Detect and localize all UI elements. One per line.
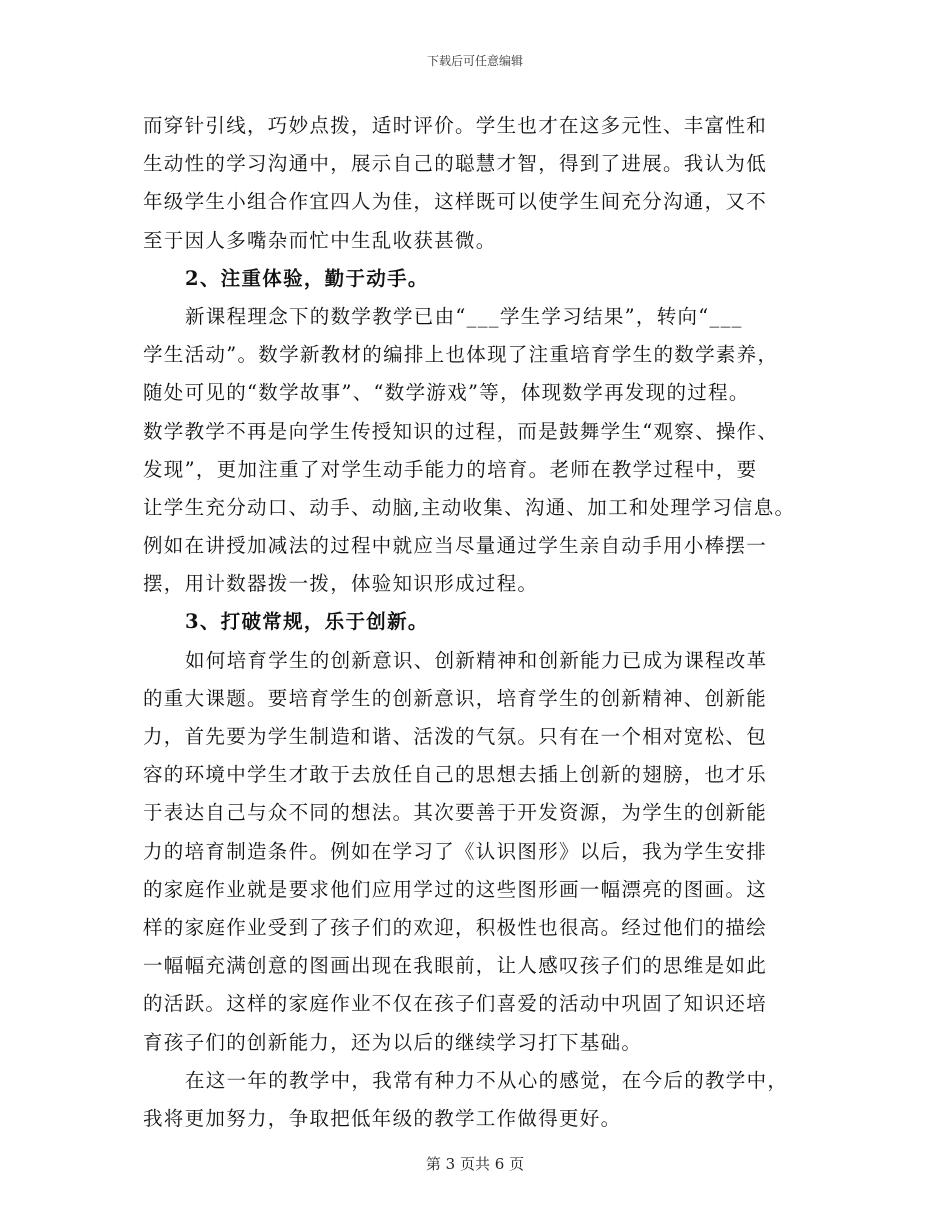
text-line: 让学生充分动口、动手、动脑,主动收集、沟通、加工和处理学习信息。: [143, 495, 796, 519]
text-line: 育孩子们的创新能力，还为以后的继续学习打下基础。: [143, 1030, 643, 1054]
section-heading: 2、注重体验，勤于动手。: [185, 266, 429, 290]
text-line: 于表达自己与众不同的想法。其次要善于开发资源，为学生的创新能: [143, 801, 768, 825]
text-line: 一幅幅充满创意的图画出现在我眼前，让人感叹孩子们的思维是如此: [143, 954, 768, 978]
section-heading: 3、打破常规，乐于创新。: [185, 610, 429, 634]
page-header: 下载后可任意编辑: [426, 54, 523, 68]
text-line: 如何培育学生的创新意识、创新精神和创新能力已成为课程改革: [185, 648, 768, 672]
text-line: 学生活动”。数学新教材的编排上也体现了注重培育学生的数学素养，: [143, 343, 779, 367]
text-line: 至于因人多嘴杂而忙中生乱收获甚微。: [143, 228, 497, 252]
text-line: 发现”，更加注重了对学生动手能力的培育。老师在教学过程中，要: [143, 457, 758, 481]
text-line: 而穿针引线，巧妙点拨，适时评价。学生也才在这多元性、丰富性和: [143, 114, 768, 137]
text-line: 力，首先要为学生制造和谐、活泼的气氛。只有在一个相对宽松、包: [143, 725, 768, 748]
text-line: 的活跃。这样的家庭作业不仅在孩子们喜爱的活动中巩固了知识还培: [143, 992, 768, 1016]
text-line: 的重大课题。要培育学生的创新意识，培育学生的创新精神、创新能: [143, 686, 768, 710]
text-line: 我将更加努力，争取把低年级的教学工作做得更好。: [143, 1106, 622, 1130]
text-line: 生动性的学习沟通中，展示自己的聪慧才智，得到了进展。我认为低: [143, 152, 768, 176]
text-line: 新课程理念下的数学教学已由“___学生学习结果”，转向“___: [185, 304, 743, 328]
text-line: 在这一年的教学中，我常有种力不从心的感觉，在今后的教学中，: [185, 1068, 789, 1092]
text-line: 数学教学不再是向学生传授知识的过程，而是鼓舞学生“观察、操作、: [143, 419, 779, 443]
body-text: [143, 107, 811, 1138]
text-line: 容的环境中学生才敢于去放任自己的思想去插上创新的翅膀，也才乐: [143, 763, 768, 787]
text-line: 样的家庭作业受到了孩子们的欢迎，积极性也很高。经过他们的描绘: [143, 915, 768, 939]
text-line: 摆，用计数器拨一拨，体验知识形成过程。: [143, 572, 539, 596]
text-line: 例如在讲授加减法的过程中就应当尽量通过学生亲自动手用小棒摆一: [143, 534, 768, 558]
page-footer: 第 3 页共 6 页: [425, 1155, 525, 1173]
text-line: 年级学生小组合作宜四人为佳，这样既可以使学生间充分沟通，又不: [143, 190, 768, 214]
text-line: 力的培育制造条件。例如在学习了《认识图形》以后，我为学生安排: [143, 839, 768, 863]
text-line: 的家庭作业就是要求他们应用学过的这些图形画一幅漂亮的图画。这: [143, 877, 768, 901]
text-line: 随处可见的“数学故事”、“数学游戏”等，体现数学再发现的过程。: [143, 381, 750, 405]
